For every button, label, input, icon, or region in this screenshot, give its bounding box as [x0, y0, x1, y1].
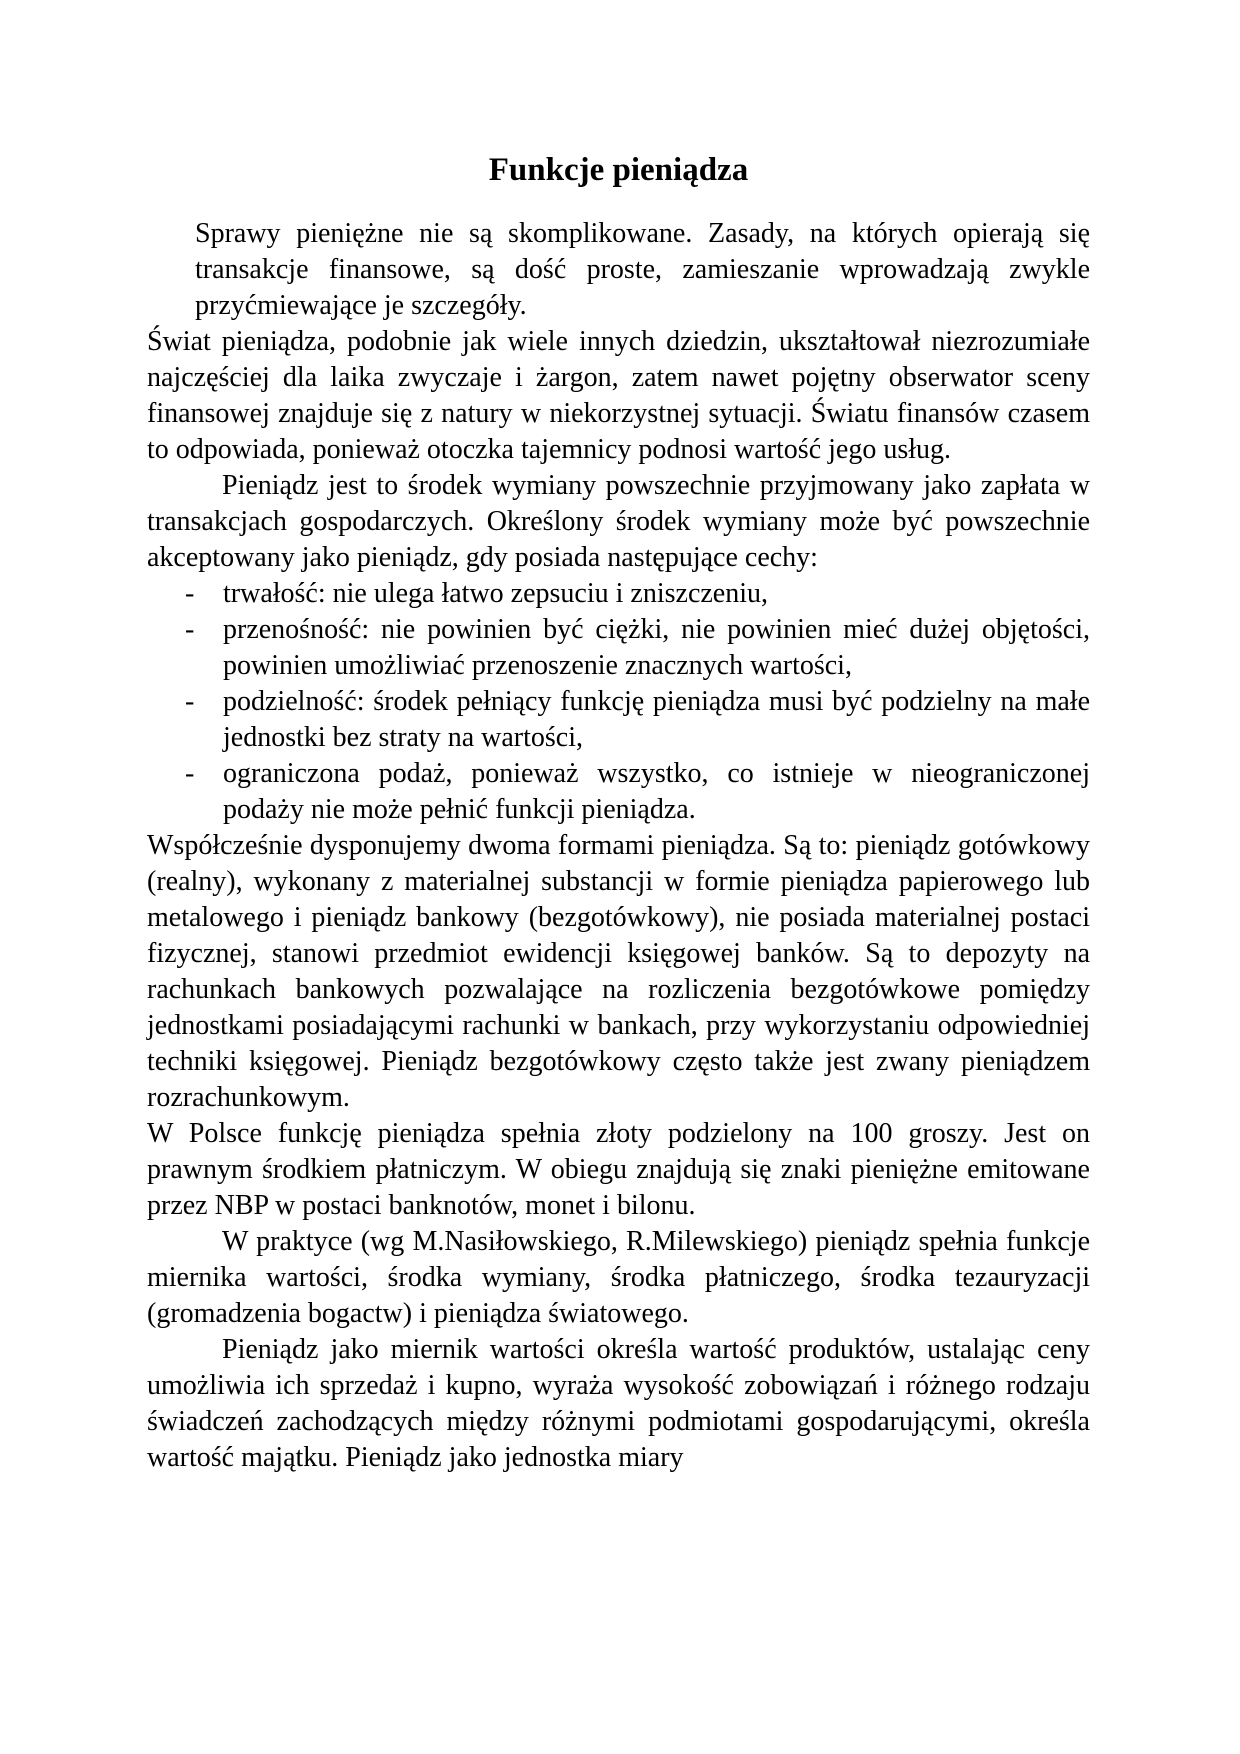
paragraph-world-of-money: Świat pieniądza, podobnie jak wiele innych dziedzin, ukształtował niezrozumiałe najczęściej dla laika zwyczaje i żargon, zatem nawet pojętny obserwator sceny finansowej znajduje się z natury w niekorzystnej sytuacji. Światu finansów czasem to odpowiada, ponieważ otoczka tajemnicy podnosi wartość jego usług.: [147, 326, 1090, 465]
list-dash: -: [185, 758, 195, 789]
document-page: [147, 150, 1090, 1476]
paragraph-polish-zloty: W Polsce funkcję pieniądza spełnia złoty podzielony na 100 groszy. Jest on prawnym środkiem płatniczym. W obiegu znajdują się znaki pieniężne emitowane przez NBP w postaci banknotów, monet i bilonu.: [147, 1118, 1090, 1221]
paragraph-forms-of-money: Współcześnie dysponujemy dwoma formami pieniądza. Są to: pieniądz gotówkowy (realny), wykonany z materialnej substancji w formie pieniądza papierowego lub metalowego i pieniądz bankowy (bezgotówkowy), nie posiada materialnej postaci fizycznej, stanowi przedmiot ewidencji księgowej banków. Są to depozyty na rachunkach bankowych pozwalające na rozliczenia bezgotówkowe pomiędzy jednostkami posiadającymi rachunki w bankach, przy wykorzystaniu odpowiedniej techniki księgowej. Pieniądz bezgotówkowy często także jest zwany pieniądzem rozrachunkowym.: [147, 830, 1090, 1113]
document-title: Funkcje pieniądza: [488, 152, 749, 188]
list-item: [147, 756, 1090, 828]
list-item-text: trwałość: nie ulega łatwo zepsuciu i zniszczeniu,: [223, 578, 769, 609]
paragraph-measure-of-value: Pieniądz jako miernik wartości określa wartość produktów, ustalając ceny umożliwia ich sprzedaż i kupno, wyraża wysokość zobowiązań i różnego rodzaju świadczeń zachodzących między różnymi podmiotami gospodarującymi, określa wartość majątku. Pieniądz jako jednostka miary: [147, 1334, 1090, 1473]
money-features-list: [147, 576, 1090, 828]
list-item: [147, 576, 1090, 612]
intro-paragraph: Sprawy pieniężne nie są skomplikowane. Zasady, na których opierają się transakcje finansowe, są dość proste, zamieszanie wprowadzają zwykle przyćmiewające je szczegóły.: [195, 218, 1090, 321]
paragraph-money-definition: Pieniądz jest to środek wymiany powszechnie przyjmowany jako zapłata w transakcjach gospodarczych. Określony środek wymiany może być powszechnie akceptowany jako pieniądz, gdy posiada następujące cechy:: [147, 470, 1090, 573]
paragraph-functions-of-money: W praktyce (wg M.Nasiłowskiego, R.Milewskiego) pieniądz spełnia funkcje miernika wartości, środka wymiany, środka płatniczego, środka tezauryzacji (gromadzenia bogactw) i pieniądza światowego.: [147, 1226, 1090, 1329]
list-dash: -: [185, 578, 195, 609]
list-item-text: przenośność: nie powinien być ciężki, nie powinien mieć dużej objętości, powinien umożliwiać przenoszenie znacznych wartości,: [223, 614, 1090, 681]
list-item: [147, 684, 1090, 756]
list-dash: -: [185, 614, 195, 645]
list-item-text: ograniczona podaż, ponieważ wszystko, co istnieje w nieograniczonej podaży nie może pełnić funkcji pieniądza.: [223, 758, 1090, 825]
list-item: [147, 612, 1090, 684]
list-item-text: podzielność: środek pełniący funkcję pieniądza musi być podzielny na małe jednostki bez straty na wartości,: [223, 686, 1090, 753]
list-dash: -: [185, 686, 195, 717]
